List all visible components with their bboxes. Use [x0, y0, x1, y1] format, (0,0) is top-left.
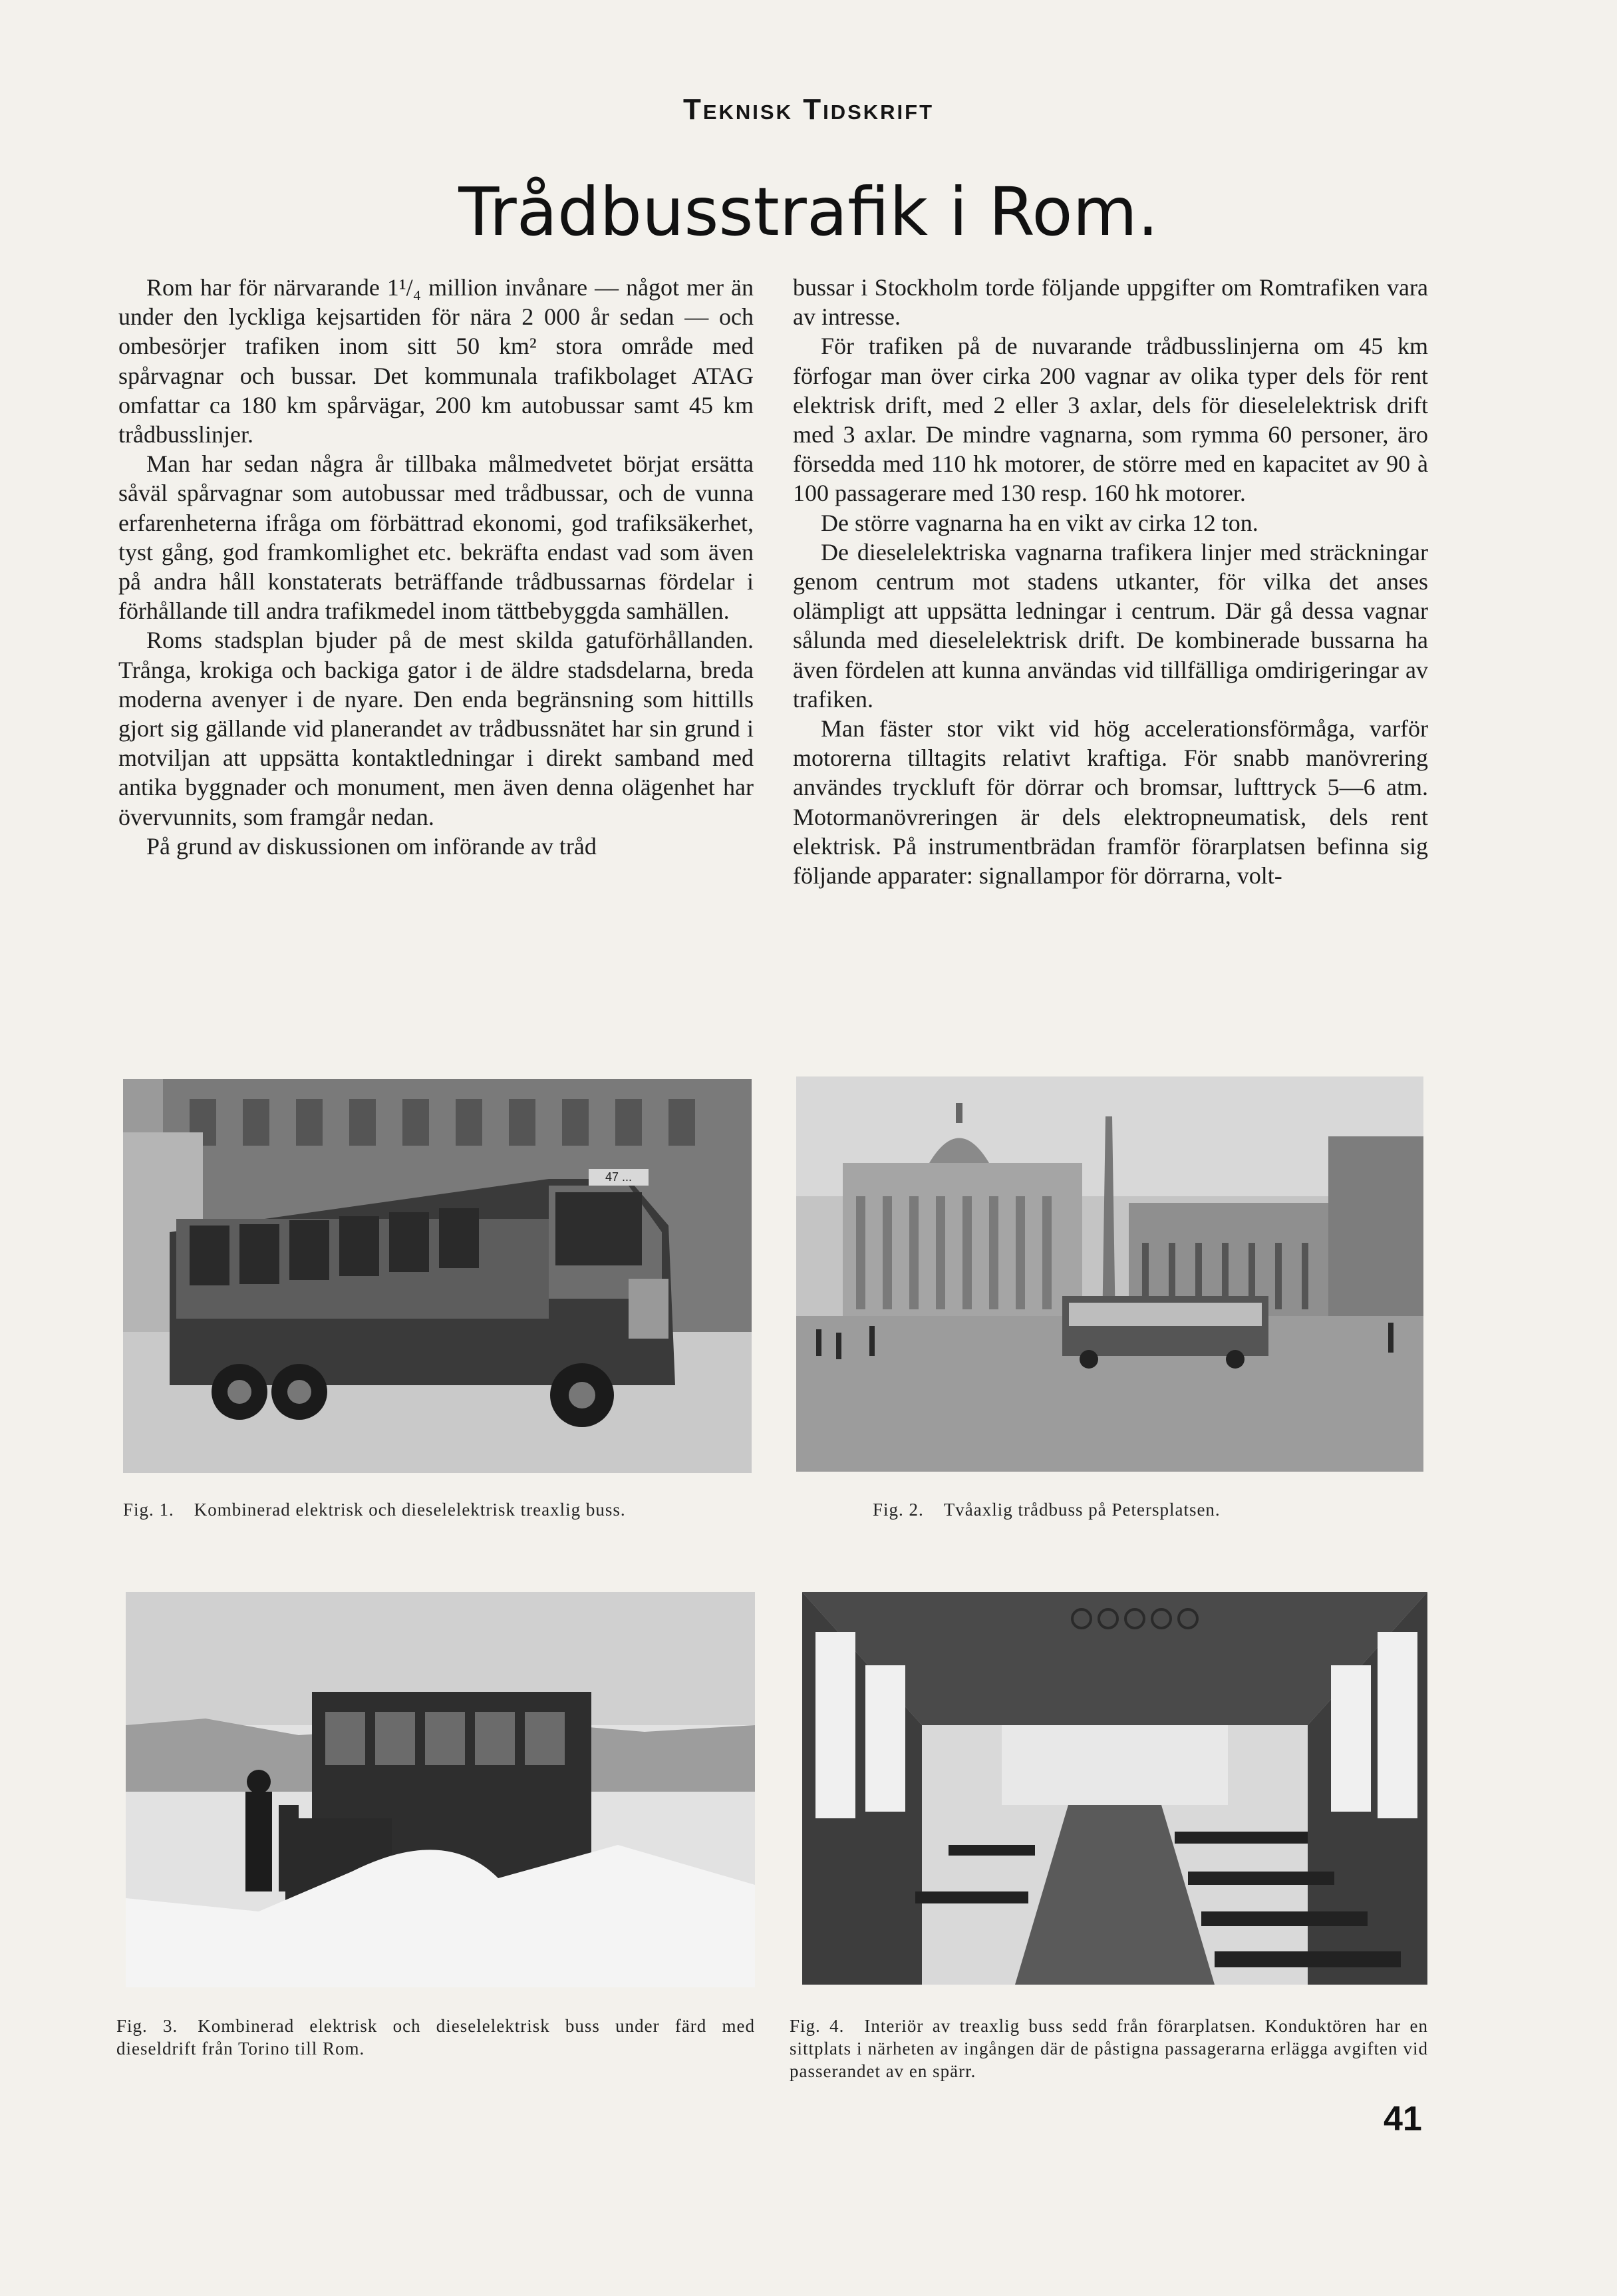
- article-title: Trådbusstrafik i Rom.: [458, 173, 1159, 251]
- paragraph: Roms stadsplan bjuder på de mest skilda gatuförhållanden. Trånga, krokiga och backiga gator i de äldre stadsdelarna, breda moderna avenyer i de nyare. Den enda begränsning som hittills gjort sig gällande vid planerandet av trådbussnätet har sin grund i motviljan att uppsätta kontaktledningar i direkt samband med antika byggnader och monument, men även denna olägenhet har övervunnits, som framgår nedan.: [118, 627, 754, 830]
- caption-text: Kombinerad elektrisk och dieselelektrisk buss under färd med dieseldrift från Torino till Rom.: [116, 2016, 755, 2058]
- figure-1-photo: [123, 1079, 752, 1473]
- paragraph: bussar i Stockholm torde följande uppgifter om Romtrafiken vara av intresse.: [793, 274, 1428, 331]
- paragraph: Man har sedan några år tillbaka målmedvetet börjat ersätta såväl spårvagnar som autobussar med trådbussar, och de vunna erfarenheterna ifråga om förbättrad ekonomi, god trafiksäkerhet, tyst gång, god framkomlighet etc. bekräfta endast vad som även på andra håll konstaterats beträffande trådbussarnas fördelar i förhållande till andra trafikmedel inom tättbebyggda samhällen.: [118, 450, 754, 625]
- figure-number: Fig. 2.: [873, 1500, 924, 1520]
- page-number: 41: [1384, 2100, 1422, 2138]
- figure-number: Fig. 1.: [123, 1500, 174, 1520]
- paragraph: Rom har för närvarande 1¹/₄ million invånare — något mer än under den lyckliga kejsartiden för nära 2 000 år sedan — och ombesörjer trafiken inom sitt 50 km² stora område med spårvagnar och bussar. Det kommunala trafikbolaget ATAG omfattar ca 180 km spårvägar, 200 km autobussar samt 45 km trådbusslinjer.: [118, 274, 754, 448]
- figure-4-caption: [790, 2015, 1428, 2082]
- caption-text: Kombinerad elektrisk och dieselelektrisk treaxlig buss.: [194, 1500, 626, 1520]
- right-column: [793, 273, 1428, 890]
- figure-2-caption: [873, 1498, 1405, 1521]
- figure-number: Fig. 4.: [790, 2016, 845, 2036]
- paragraph: De större vagnarna ha en vikt av cirka 12 ton.: [821, 509, 1258, 536]
- paragraph: Man fäster stor vikt vid hög accelerationsförmåga, varför motorerna tilltagits relativt kraftiga. För snabb manövrering användes tryckluft för dörrar och bromsar, lufttryck 5—6 atm. Motormanövreringen är dels elektropneumatisk, dels rent elektrisk. På instrumentbrädan framför förarplatsen befinna sig följande apparater: signallampor för dörrarna, volt-: [793, 715, 1428, 890]
- paragraph: För trafiken på de nuvarande trådbusslinjerna om 45 km förfogar man över cirka 200 vagnar av olika typer dels för rent elektrisk drift, med 2 eller 3 axlar, dels för dieselelektrisk drift med 3 axlar. De mindre vagnarna, som rymma 60 personer, äro försedda med 110 hk motorer, de större med en kapacitet av 90 à 100 passagerare med 130 resp. 160 hk motorer.: [793, 333, 1428, 507]
- left-column: [118, 273, 754, 861]
- paragraph: På grund av diskussionen om införande av tråd: [146, 832, 597, 860]
- figure-number: Fig. 3.: [116, 2016, 178, 2036]
- figure-3-caption: [116, 2015, 755, 2060]
- figure-4-photo: [802, 1592, 1427, 1985]
- figure-3-photo: [126, 1592, 755, 1987]
- figure-1-caption: [123, 1498, 752, 1521]
- caption-text: Interiör av treaxlig buss sedd från förarplatsen. Konduktören har en sittplats i närheten av ingången där de påstigna passagerarna erlägga avgiften vid passerandet av en spärr.: [790, 2016, 1428, 2081]
- paragraph: De dieselelektriska vagnarna trafikera linjer med sträckningar genom centrum mot stadens utkanter, för vilka det anses olämpligt att uppsätta ledningar i centrum. Där gå dessa vagnar sålunda med dieselelektrisk drift. De kombinerade bussarna ha även fördelen att kunna användas vid tillfälliga omdirigeringar av trafiken.: [793, 538, 1428, 713]
- running-head: Teknisk Tidskrift: [682, 93, 935, 126]
- bus-destination-sign: 47 ...: [605, 1170, 633, 1184]
- figure-2-photo: [796, 1076, 1423, 1472]
- caption-text: Tvåaxlig trådbuss på Petersplatsen.: [943, 1500, 1221, 1520]
